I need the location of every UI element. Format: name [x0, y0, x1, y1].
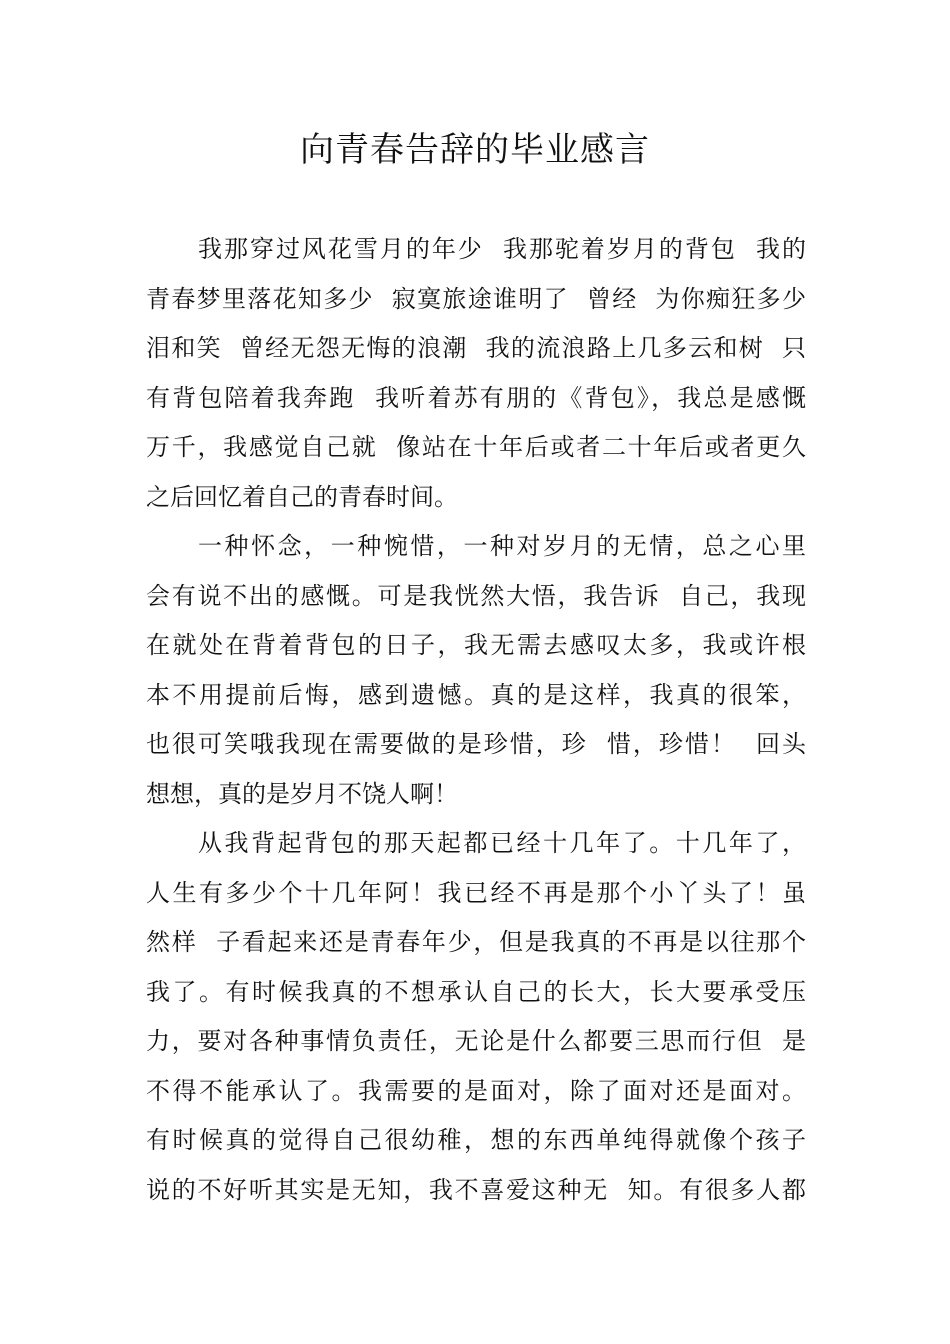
document-body — [146, 225, 806, 1215]
text-line: 有时候真的觉得自己很幼稚，想的东西单纯得就像个孩子 — [146, 1126, 806, 1154]
text-line: 会有说不出的感慨。可是我恍然大悟，我告诉 自己，我现 — [146, 581, 806, 610]
text-line: 在就处在背着背包的日子，我无需去感叹太多，我或许根 — [146, 631, 806, 659]
text-line: 人生有多少个十几年阿！我已经不再是那个小丫头了！虽 — [146, 878, 806, 907]
text-line: 万千，我感觉自己就 像站在十年后或者二十年后或者更久 — [146, 433, 806, 461]
paragraph-2 — [146, 522, 806, 819]
paragraph-3 — [146, 819, 806, 1215]
text-line: 有背包陪着我奔跑 我听着苏有朋的《背包》，我总是感慨 — [146, 383, 806, 412]
text-line: 青春梦里落花知多少 寂寞旅途谁明了 曾经 为你痴狂多少 — [146, 284, 806, 313]
text-line: 从我背起背包的那天起都已经十几年了。十几年了， — [198, 829, 806, 857]
text-line: 不得不能承认了。我需要的是面对，除了面对还是面对。 — [146, 1076, 806, 1105]
text-line: 也很可笑哦我现在需要做的是珍惜，珍 惜，珍惜！ 回头 — [146, 730, 806, 758]
text-line: 然样 子看起来还是青春年少，但是我真的不再是以往那个 — [146, 928, 806, 956]
document-title: 向青春告辞的毕业感言 — [300, 130, 650, 170]
paragraph-1 — [146, 225, 806, 522]
text-line: 力，要对各种事情负责任，无论是什么都要三思而行但 是 — [146, 1027, 806, 1055]
text-line: 本不用提前后悔，感到遗憾。真的是这样，我真的很笨， — [146, 680, 806, 709]
text-line: 说的不好听其实是无知，我不喜爱这种无 知。有很多人都 — [146, 1175, 806, 1204]
text-line: 之后回忆着自己的青春时间。 — [146, 482, 458, 511]
text-line: 一种怀念，一种惋惜，一种对岁月的无情，总之心里 — [198, 532, 806, 560]
text-line: 我了。有时候我真的不想承认自己的长大，长大要承受压 — [146, 977, 806, 1006]
text-line: 泪和笑 曾经无怨无悔的浪潮 我的流浪路上几多云和树 只 — [146, 334, 806, 362]
text-line: 我那穿过风花雪月的年少 我那驼着岁月的背包 我的 — [198, 235, 806, 263]
text-line: 想想，真的是岁月不饶人啊！ — [146, 779, 458, 808]
